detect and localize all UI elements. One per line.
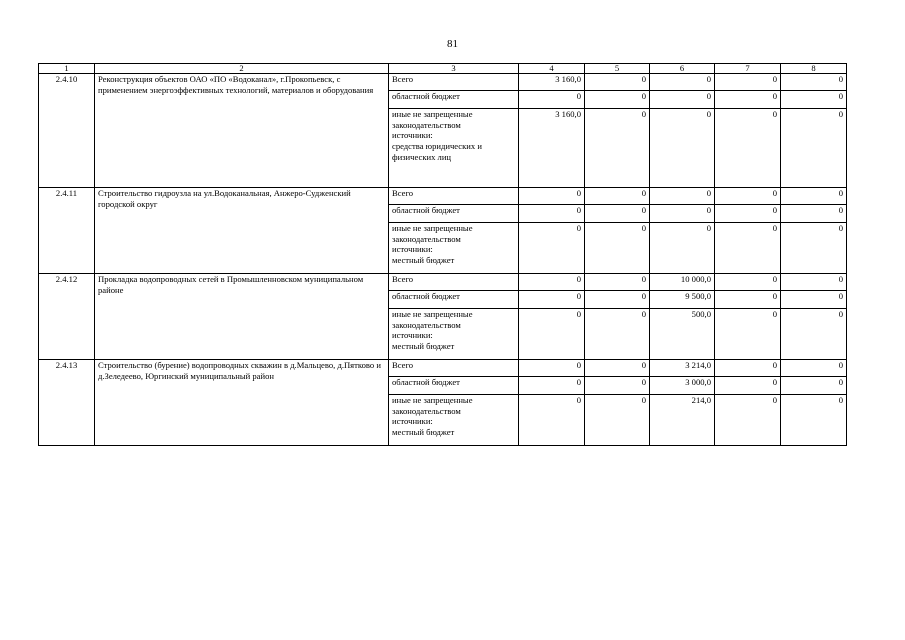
funding-value: 3 160,0: [519, 74, 585, 91]
funding-source-line: законодательством: [392, 233, 461, 244]
funding-source-line: областной бюджет: [392, 91, 460, 101]
funding-value: 500,0: [650, 309, 715, 360]
funding-value: 0: [650, 109, 715, 188]
funding-value: 0: [585, 74, 650, 91]
funding-source: [389, 188, 519, 205]
funding-value: 0: [519, 274, 585, 291]
funding-value: 0: [650, 205, 715, 223]
funding-value: 0: [781, 360, 847, 377]
budget-table: [38, 63, 847, 446]
funding-value: 0: [715, 309, 781, 360]
funding-value: 0: [715, 223, 781, 274]
funding-value: 0: [781, 377, 847, 395]
funding-value: 3 214,0: [650, 360, 715, 377]
item-code: 2.4.12: [39, 274, 95, 360]
funding-value: 0: [781, 74, 847, 91]
funding-value: 0: [585, 205, 650, 223]
funding-source-line: Всего: [392, 274, 414, 284]
funding-source: [389, 205, 519, 223]
funding-source-line: источники:: [392, 416, 433, 427]
funding-value: 0: [519, 291, 585, 309]
funding-source-line: законодательством: [392, 319, 461, 330]
item-name: Прокладка водопроводных сетей в Промышленновском муниципальном районе: [95, 274, 389, 360]
funding-value: 0: [650, 188, 715, 205]
funding-value: 0: [781, 109, 847, 188]
funding-source-line: иные не запрещенные: [392, 309, 473, 319]
funding-source-line: источники:: [392, 130, 433, 141]
funding-value: 0: [585, 109, 650, 188]
funding-source-line: Всего: [392, 188, 414, 198]
column-number: 1: [39, 64, 95, 74]
table-row: [39, 74, 847, 91]
column-number: 6: [650, 64, 715, 74]
funding-value: 0: [781, 91, 847, 109]
funding-value: 0: [781, 205, 847, 223]
funding-value: 9 500,0: [650, 291, 715, 309]
funding-value: 0: [715, 91, 781, 109]
column-number-row: [39, 64, 847, 74]
table-body: [39, 74, 847, 446]
funding-source: [389, 74, 519, 91]
funding-value: 0: [781, 395, 847, 446]
item-name: Строительство гидроузла на ул.Водоканальная, Анжеро-Судженский городской округ: [95, 188, 389, 274]
funding-value: 0: [715, 274, 781, 291]
funding-source-line: местный бюджет: [392, 255, 455, 266]
funding-value: 0: [585, 91, 650, 109]
page-number: 81: [447, 38, 458, 50]
funding-value: 0: [781, 291, 847, 309]
column-number: 7: [715, 64, 781, 74]
funding-value: 0: [781, 188, 847, 205]
funding-source: [389, 274, 519, 291]
funding-value: 0: [519, 377, 585, 395]
funding-value: 0: [585, 309, 650, 360]
funding-source: [389, 291, 519, 309]
funding-source: [389, 309, 519, 360]
funding-source: [389, 395, 519, 446]
funding-value: 0: [715, 291, 781, 309]
funding-source-line: Всего: [392, 74, 414, 84]
funding-value: 0: [650, 223, 715, 274]
funding-value: 0: [585, 377, 650, 395]
funding-value: 0: [781, 274, 847, 291]
funding-source: [389, 223, 519, 274]
funding-source-line: законодательством: [392, 119, 461, 130]
funding-value: 0: [715, 360, 781, 377]
funding-value: 0: [519, 91, 585, 109]
funding-value: 0: [715, 395, 781, 446]
funding-source: [389, 91, 519, 109]
item-code: 2.4.13: [39, 360, 95, 446]
funding-source-line: иные не запрещенные: [392, 109, 473, 119]
funding-value: 0: [585, 291, 650, 309]
funding-value: 3 160,0: [519, 109, 585, 188]
funding-value: 0: [585, 360, 650, 377]
funding-value: 0: [585, 188, 650, 205]
funding-value: 0: [519, 223, 585, 274]
funding-source-line: областной бюджет: [392, 291, 460, 301]
funding-source-line: источники:: [392, 330, 433, 341]
funding-value: 0: [650, 91, 715, 109]
table-row: [39, 188, 847, 205]
funding-value: 0: [519, 309, 585, 360]
funding-value: 0: [715, 205, 781, 223]
funding-value: 214,0: [650, 395, 715, 446]
column-number: 2: [95, 64, 389, 74]
funding-source-line: физических лиц: [392, 151, 452, 162]
funding-source-line: местный бюджет: [392, 341, 455, 352]
funding-source: [389, 360, 519, 377]
funding-source-line: областной бюджет: [392, 377, 460, 387]
funding-value: 0: [715, 377, 781, 395]
funding-source-line: иные не запрещенные: [392, 223, 473, 233]
funding-source-line: местный бюджет: [392, 427, 455, 438]
funding-value: 0: [781, 309, 847, 360]
funding-value: 0: [585, 223, 650, 274]
item-code: 2.4.10: [39, 74, 95, 188]
table-row: [39, 274, 847, 291]
funding-value: 0: [519, 188, 585, 205]
funding-value: 0: [715, 74, 781, 91]
funding-source-line: законодательством: [392, 405, 461, 416]
funding-source: [389, 109, 519, 188]
funding-value: 0: [585, 274, 650, 291]
funding-value: 0: [519, 205, 585, 223]
column-number: 3: [389, 64, 519, 74]
column-number: 8: [781, 64, 847, 74]
funding-value: 10 000,0: [650, 274, 715, 291]
funding-value: 0: [519, 360, 585, 377]
funding-source-line: источники:: [392, 244, 433, 255]
funding-source-line: Всего: [392, 360, 414, 370]
column-number: 4: [519, 64, 585, 74]
funding-value: 0: [519, 395, 585, 446]
funding-source: [389, 377, 519, 395]
funding-value: 0: [715, 188, 781, 205]
funding-value: 0: [715, 109, 781, 188]
funding-source-line: средства юридических и: [392, 141, 482, 152]
funding-value: 0: [650, 74, 715, 91]
item-name: Строительство (бурение) водопроводных скважин в д.Мальцево, д.Пятково и д.Зеледеево, Юргинский муниципальный район: [95, 360, 389, 446]
funding-source-line: иные не запрещенные: [392, 395, 473, 405]
funding-value: 0: [781, 223, 847, 274]
table-row: [39, 360, 847, 377]
item-name: Реконструкция объектов ОАО «ПО «Водоканал», г.Прокопьевск, с применением энергоэффективных технологий, материалов и оборудования: [95, 74, 389, 188]
item-code: 2.4.11: [39, 188, 95, 274]
funding-source-line: областной бюджет: [392, 205, 460, 215]
funding-value: 0: [585, 395, 650, 446]
column-number: 5: [585, 64, 650, 74]
funding-value: 3 000,0: [650, 377, 715, 395]
